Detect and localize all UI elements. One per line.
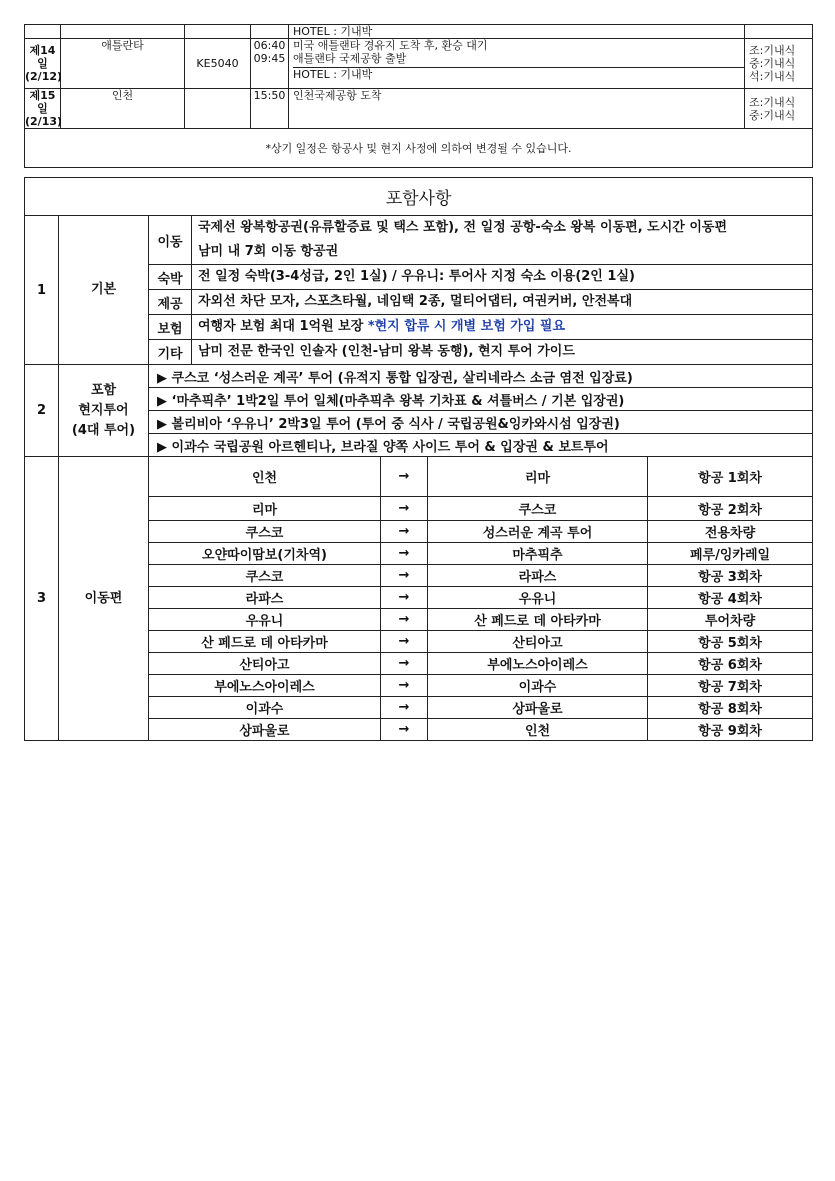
meal-text: 조:기내식	[749, 95, 796, 109]
city-label: 애틀란타	[101, 39, 144, 52]
route-to: 리마	[428, 457, 648, 497]
arrow-icon: →	[381, 609, 428, 631]
section-label-line: 포함	[90, 382, 117, 398]
city-label: 인천	[111, 89, 134, 102]
route-mode: 항공 6회차	[648, 653, 813, 675]
route-mode: 항공 5회차	[648, 631, 813, 653]
meal-text: 중:기내식	[749, 57, 796, 70]
route-mode: 투어차량	[648, 609, 813, 631]
route-mode: 항공 4회차	[648, 587, 813, 609]
route-mode: 항공 8회차	[648, 697, 813, 719]
item-value	[192, 216, 813, 265]
route-to: 우유니	[428, 587, 648, 609]
section-number: 1	[25, 216, 59, 365]
item-key: 숙박	[149, 265, 192, 290]
date-label: (2/13)	[25, 115, 63, 128]
inclusion-title: 포함사항	[25, 178, 813, 216]
tour-item: ▶ 쿠스코 ‘성스러운 계곡’ 투어 (유적지 통합 입장권, 살리네라스 소금 염전 입장료)	[149, 365, 813, 388]
route-from: 오얀따이땀보(기차역)	[149, 543, 381, 565]
route-to: 라파스	[428, 565, 648, 587]
route-from: 이과수	[149, 697, 381, 719]
route-from: 우유니	[149, 609, 381, 631]
flight-cell	[185, 89, 251, 129]
route-from: 리마	[149, 497, 381, 521]
route-mode: 항공 7회차	[648, 675, 813, 697]
route-to: 부에노스아이레스	[428, 653, 648, 675]
arrow-icon: →	[381, 521, 428, 543]
inclusion-table	[24, 177, 813, 741]
arrow-icon: →	[381, 543, 428, 565]
meal-cell	[745, 39, 813, 89]
day-label: 제15일	[29, 89, 56, 115]
arrow-icon: →	[381, 587, 428, 609]
itinerary-row	[25, 25, 813, 39]
route-mode: 항공 1회차	[648, 457, 813, 497]
flight-cell	[185, 25, 251, 39]
meal-text: 석:기내식	[749, 70, 796, 83]
arrow-icon: →	[381, 497, 428, 521]
meal-text: 조:기내식	[749, 44, 796, 57]
activity-cell	[289, 89, 745, 129]
arrow-icon: →	[381, 565, 428, 587]
item-text: 여행자 보험 최대 1억원 보장	[198, 319, 368, 334]
route-mode: 전용차량	[648, 521, 813, 543]
route-from: 인천	[149, 457, 381, 497]
meal-text: 중:기내식	[749, 108, 796, 122]
notice-row	[25, 129, 813, 168]
day-cell	[25, 39, 61, 89]
time-label: 09:45	[253, 52, 286, 65]
day-cell	[25, 25, 61, 39]
item-value: 자외선 차단 모자, 스포츠타월, 네임택 2종, 멀티어댑터, 여권커버, 안전복대	[192, 290, 813, 315]
item-key: 기타	[149, 340, 192, 365]
itinerary-table	[24, 24, 813, 168]
time-cell	[251, 39, 289, 89]
item-line: 국제선 왕복항공권(유류할증료 및 택스 포함), 전 일정 공항-숙소 왕복 이동편, 도시간 이동편	[198, 220, 728, 235]
city-cell	[61, 25, 185, 39]
day-label: 제14일	[29, 44, 56, 70]
insurance-note: *현지 합류 시 개별 보험 가입 필요	[367, 319, 566, 334]
flight-cell	[185, 39, 251, 89]
activity-text: 미국 애틀랜타 경유지 도착 후, 환승 대기	[293, 39, 488, 52]
tour-item: ▶ 이과수 국립공원 아르헨티나, 브라질 양쪽 사이드 투어 & 입장권 & 보트투어	[149, 434, 813, 457]
flight-number: KE5040	[196, 57, 239, 70]
arrow-icon: →	[381, 697, 428, 719]
activity-text: 인천국제공항 도착	[293, 89, 382, 102]
date-label: (2/12)	[25, 70, 63, 83]
arrow-icon: →	[381, 675, 428, 697]
route-from: 부에노스아이레스	[149, 675, 381, 697]
time-label: 15:50	[253, 89, 286, 102]
meal-cell	[745, 89, 813, 129]
section-label-line: 현지투어	[78, 402, 129, 418]
itinerary-row	[25, 39, 813, 89]
arrow-icon: →	[381, 631, 428, 653]
itinerary-row	[25, 89, 813, 129]
route-from: 산 페드로 데 아타카마	[149, 631, 381, 653]
activity-text: HOTEL : 기내박	[293, 25, 373, 38]
item-key: 제공	[149, 290, 192, 315]
section-label: 기본	[59, 216, 149, 365]
activity-cell	[289, 25, 745, 39]
arrow-icon: →	[381, 719, 428, 741]
item-key: 이동	[149, 216, 192, 265]
activity-text: HOTEL : 기내박	[293, 67, 744, 81]
arrow-icon: →	[381, 457, 428, 497]
tour-item: ▶ 볼리비아 ‘우유니’ 2박3일 투어 (투어 중 식사 / 국립공원&잉카와시섬 입장권)	[149, 411, 813, 434]
route-from: 쿠스코	[149, 521, 381, 543]
section-number: 2	[25, 365, 59, 457]
activity-cell	[289, 39, 745, 89]
item-key: 보험	[149, 315, 192, 340]
route-to: 산티아고	[428, 631, 648, 653]
meal-cell	[745, 25, 813, 39]
item-line: 남미 내 7회 이동 항공권	[198, 244, 339, 259]
route-from: 쿠스코	[149, 565, 381, 587]
day-cell	[25, 89, 61, 129]
schedule-notice: *상기 일정은 항공사 및 현지 사정에 의하여 변경될 수 있습니다.	[25, 129, 813, 168]
arrow-icon: →	[381, 653, 428, 675]
route-to: 이과수	[428, 675, 648, 697]
tour-item: ▶ ‘마추픽추’ 1박2일 투어 일체(마추픽추 왕복 기차표 & 셔틀버스 / 기본 입장권)	[149, 388, 813, 411]
section-label-line: (4대 투어)	[71, 422, 136, 438]
activity-text: 애틀랜타 국제공항 출발	[293, 52, 407, 65]
route-to: 쿠스코	[428, 497, 648, 521]
route-mode: 페루/잉카레일	[648, 543, 813, 565]
section-number: 3	[25, 457, 59, 741]
route-to: 인천	[428, 719, 648, 741]
time-label: 06:40	[253, 39, 286, 52]
section-label	[59, 365, 149, 457]
section-label: 이동편	[59, 457, 149, 741]
city-cell	[61, 39, 185, 89]
route-to: 산 페드로 데 아타카마	[428, 609, 648, 631]
route-to: 성스러운 계곡 투어	[428, 521, 648, 543]
time-cell	[251, 89, 289, 129]
route-from: 산티아고	[149, 653, 381, 675]
route-mode: 항공 3회차	[648, 565, 813, 587]
item-value: 남미 전문 한국인 인솔자 (인천-남미 왕복 동행), 현지 투어 가이드	[192, 340, 813, 365]
time-cell	[251, 25, 289, 39]
route-mode: 항공 9회차	[648, 719, 813, 741]
item-value	[192, 315, 813, 340]
route-from: 상파울로	[149, 719, 381, 741]
item-value: 전 일정 숙박(3-4성급, 2인 1실) / 우유니: 투어사 지정 숙소 이용(2인 1실)	[192, 265, 813, 290]
route-from: 라파스	[149, 587, 381, 609]
city-cell	[61, 89, 185, 129]
route-to: 상파울로	[428, 697, 648, 719]
route-mode: 항공 2회차	[648, 497, 813, 521]
route-to: 마추픽추	[428, 543, 648, 565]
